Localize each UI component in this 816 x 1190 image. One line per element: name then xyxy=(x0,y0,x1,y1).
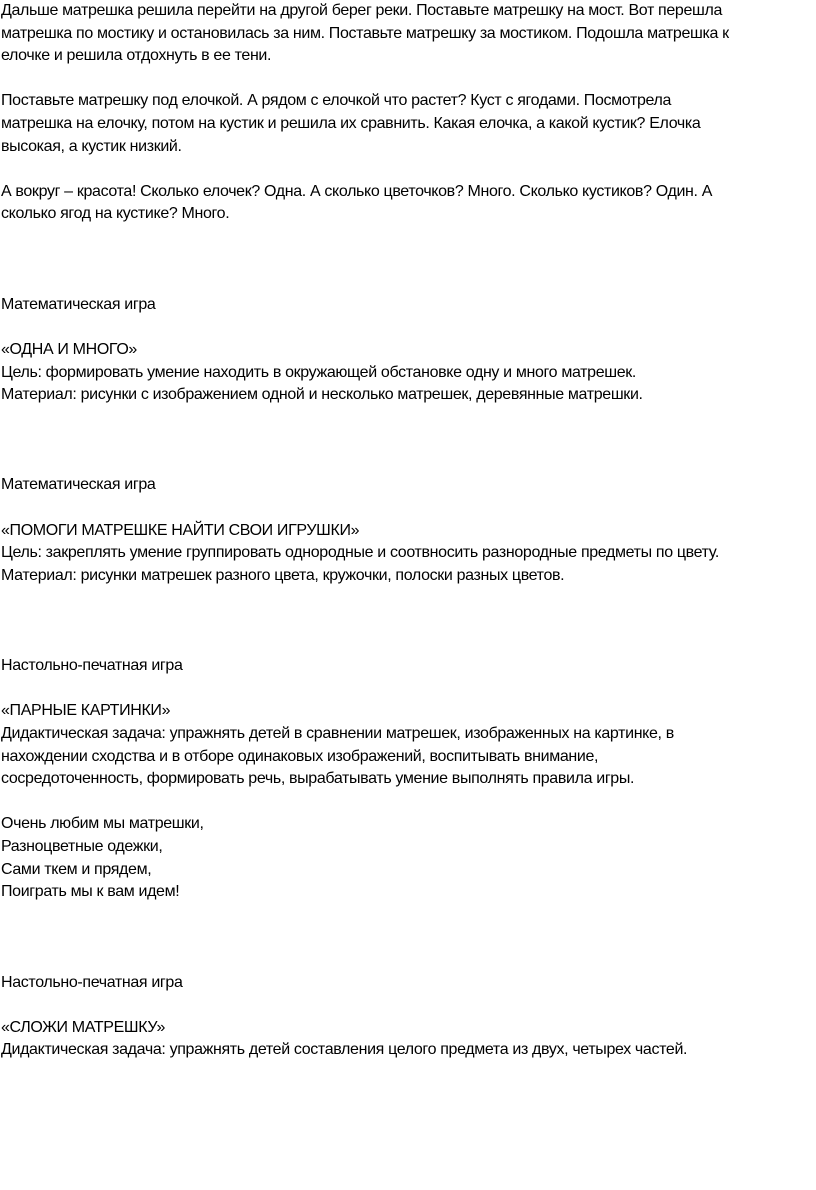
paragraph-beauty xyxy=(1,181,816,226)
text-line: елочке и решила отдохнуть в ее тени. xyxy=(1,47,272,65)
game-category-board-1 xyxy=(1,655,816,678)
text-line: Сами ткем и прядем, xyxy=(1,860,152,878)
blank-line xyxy=(1,678,816,701)
game-category-board-2 xyxy=(1,972,816,995)
blank-line xyxy=(1,452,816,475)
text-line: Дидактическая задача: упражнять детей в сравнении матрешек, изображенных на картинке, в xyxy=(1,725,674,742)
blank-line xyxy=(1,316,816,339)
text-line: матрешка на елочку, потом на кустик и решила их сравнить. Какая елочка, а какой кустик? Елочка xyxy=(1,114,701,132)
text-line: А вокруг – красота! Сколько елочек? Одна. А сколько цветочков? Много. Сколько кустиков? Один. А xyxy=(1,182,713,200)
game-pair-pictures xyxy=(1,700,816,790)
text-line: Поставьте матрешку под елочкой. А рядом с елочкой что растет? Куст с ягодами. Посмотрела xyxy=(1,92,672,110)
text-line: «СЛОЖИ МАТРЕШКУ» xyxy=(1,1018,166,1036)
text-line: Цель: формировать умение находить в окружающей обстановке одну и много матрешек. xyxy=(1,363,637,381)
blank-line xyxy=(1,791,816,814)
game-category-math-2 xyxy=(1,474,816,497)
text-line: Поиграть мы к вам идем! xyxy=(1,883,180,901)
text-line: «ОДНА И МНОГО» xyxy=(1,340,137,358)
text-line: Математическая игра xyxy=(1,476,156,494)
text-line: сколько ягод на кустике? Много. xyxy=(1,205,230,223)
game-category-math-1 xyxy=(1,294,816,317)
blank-line xyxy=(1,633,816,656)
text-line: Цель: закреплять умение группировать однородные и соотвносить разнородные предметы по цвету. xyxy=(1,544,719,562)
text-line: «ПОМОГИ МАТРЕШКЕ НАЙТИ СВОИ ИГРУШКИ» xyxy=(1,521,360,539)
blank-line xyxy=(1,497,816,520)
paragraph-bridge xyxy=(1,0,816,68)
blank-line xyxy=(1,587,816,610)
blank-line xyxy=(1,226,816,249)
text-line: Дидактическая задача: упражнять детей составления целого предмета из двух, четырех частей. xyxy=(1,1041,688,1059)
text-line: сосредоточенность, формировать речь, вырабатывать умение выполнять правила игры. xyxy=(1,770,635,788)
text-line: высокая, а кустик низкий. xyxy=(1,137,182,155)
blank-line xyxy=(1,994,816,1017)
text-line: Настольно-печатная игра xyxy=(1,973,183,991)
blank-line xyxy=(1,68,816,91)
blank-line xyxy=(1,926,816,949)
blank-line xyxy=(1,610,816,633)
text-line: Очень любим мы матрешки, xyxy=(1,815,204,833)
game-help-matryoshka xyxy=(1,520,816,588)
text-line: Материал: рисунки с изображением одной и несколько матрешек, деревянные матрешки. xyxy=(1,386,643,404)
text-line: матрешка по мостику и остановилась за ним. Поставьте матрешку за мостиком. Подошла матрешка к xyxy=(1,24,729,42)
text-line: Математическая игра xyxy=(1,295,156,313)
text-line: нахождении сходства и в отборе одинаковых изображений, воспитывать внимание, xyxy=(1,747,599,765)
blank-line xyxy=(1,949,816,972)
paragraph-tree xyxy=(1,90,816,158)
blank-line xyxy=(1,904,816,927)
blank-line xyxy=(1,249,816,272)
game-assemble-matryoshka xyxy=(1,1017,816,1062)
blank-line xyxy=(1,429,816,452)
blank-line xyxy=(1,158,816,181)
text-line: «ПАРНЫЕ КАРТИНКИ» xyxy=(1,702,171,720)
poem xyxy=(1,813,816,903)
blank-line xyxy=(1,407,816,430)
text-line: Дальше матрешка решила перейти на другой берег реки. Поставьте матрешку на мост. Вот перешла xyxy=(1,2,723,19)
blank-line xyxy=(1,271,816,294)
text-line: Разноцветные одежки, xyxy=(1,837,163,855)
text-line: Материал: рисунки матрешек разного цвета, кружочки, полоски разных цветов. xyxy=(1,566,565,584)
text-line: Настольно-печатная игра xyxy=(1,657,183,675)
game-one-and-many xyxy=(1,339,816,407)
